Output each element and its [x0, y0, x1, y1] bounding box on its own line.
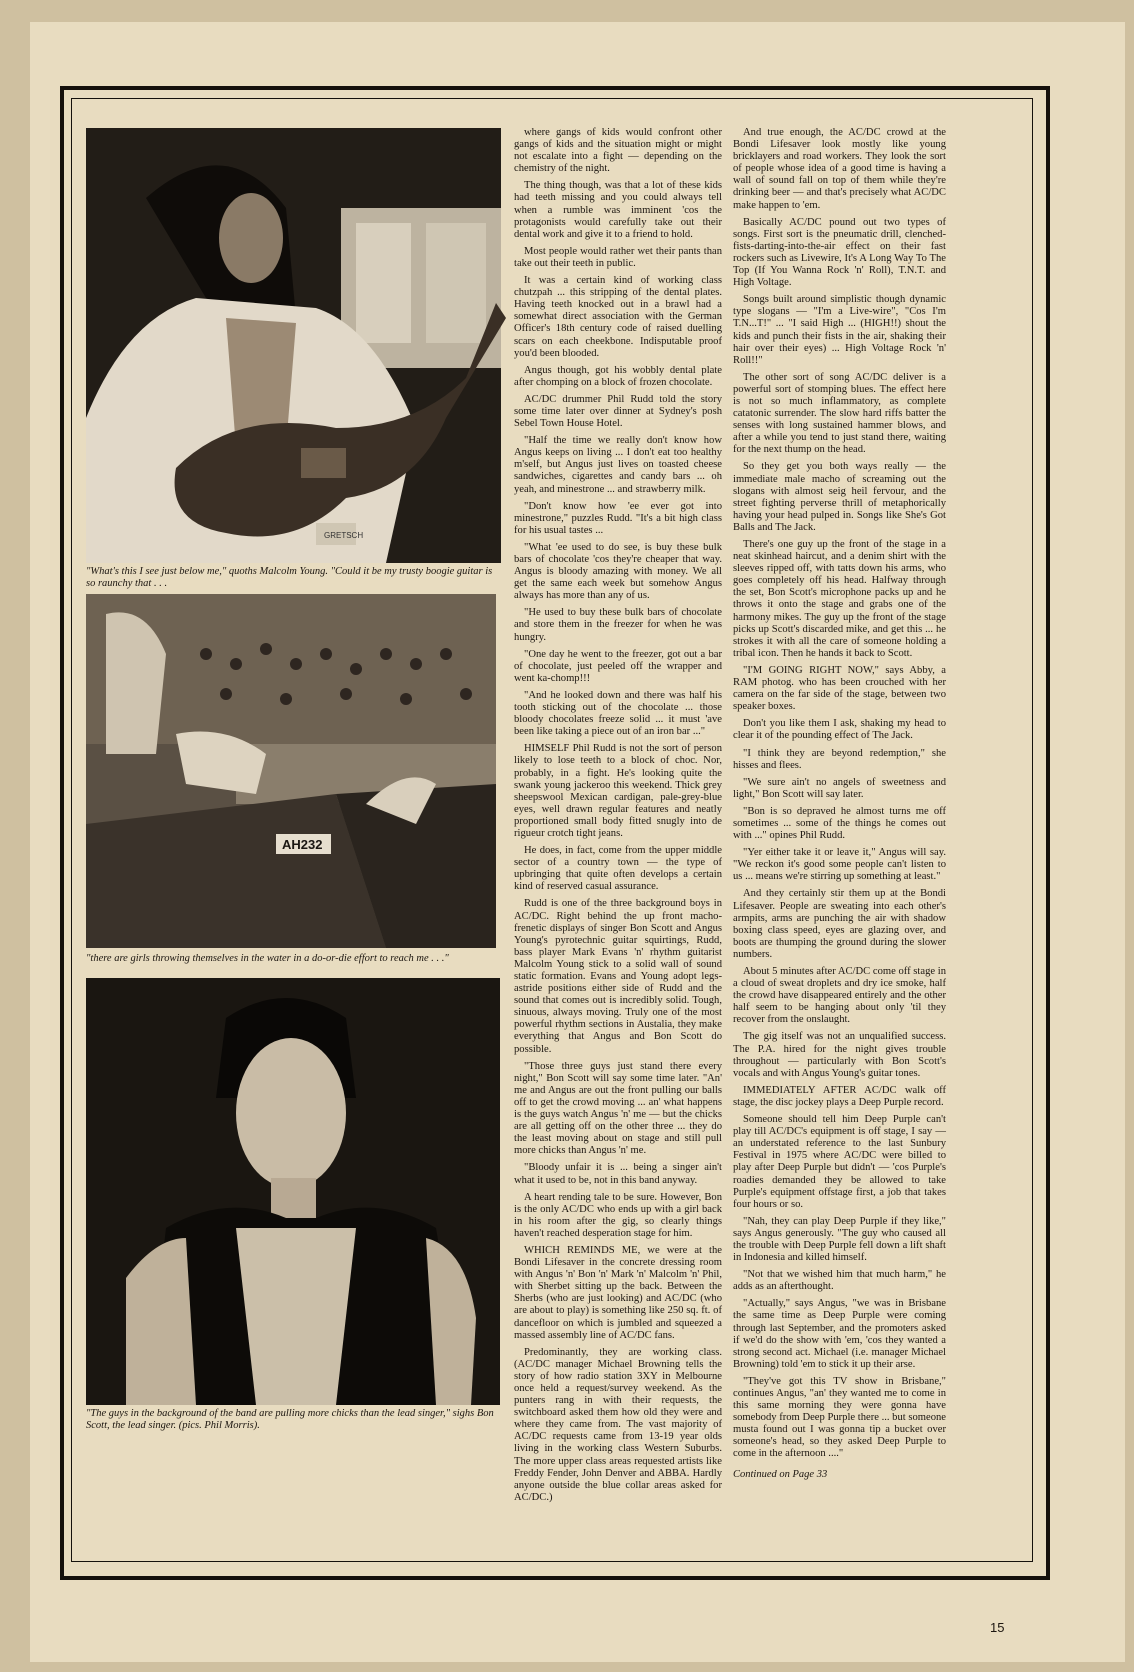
article-paragraph: "And he looked down and there was half his tooth sticking out of the chocolate ... those bloody chocolates freeze solid ... it must 'ave been like taking a piece out of an iron bar ..." — [514, 689, 722, 738]
article-paragraph: "I think they are beyond redemption," she hisses and flees. — [733, 747, 946, 771]
caption-photo-3: "The guys in the background of the band are pulling more chicks than the lead singer," sighs Bon Scott, the lead singer. (pics. Phil Morris). — [86, 1408, 494, 1431]
photo-crowd-water — [86, 594, 496, 948]
article-paragraph: "Half the time we really don't know how Angus keeps on living ... I don't eat too healthy m'self, but Angus just lives on toasted cheese sandwiches, cigarettes and candy bars ... oh yeah, and minestrone ... and strawberry milk. — [514, 435, 722, 495]
article-paragraph: "One day he went to the freezer, got out a bar of chocolate, just peeled off the wrapper and went ka-chomp!!! — [514, 648, 722, 684]
article-paragraph: Rudd is one of the three background boys in AC/DC. Right behind the up front macho-frenetic displays of singer Bon Scott and Angus Young's pyrotechnic guitar squirtings, Rudd, bass player Mark Evans 'n' rhythm guitarist Malcolm Young stick to a solid wall of sound static formation. Evans and Young adopt legs-astride positions either side of Rudd and the sound that comes out is incredibly solid. Tough, sinuous, always moving. Truly one of the most powerful rhythm sections in Austalia, they make everything that Angus and Bon Scott do possible. — [514, 898, 722, 1055]
guitar-brand-badge: GRETSCH — [324, 531, 364, 540]
article-column-1 — [514, 127, 722, 1503]
article-paragraph: There's one guy up the front of the stage in a neat skinhead haircut, and a denim shirt with the sleeves ripped off, with tatts down his arms, who goes completely off his head. Halfway through the set, Bon Scott's microphone packs up and he throws it onto the stage and grabs one of the harmony mikes. The guy up the front of the stage picks up Scott's discarded mike, and get this ... he strokes it with all the care of someone holding a tribal icon. Then he hands it back to Scott. — [733, 539, 946, 659]
boat-registration-sign: AH232 — [282, 837, 323, 852]
article-column-2 — [733, 127, 947, 1480]
article-paragraph: About 5 minutes after AC/DC come off stage in a cloud of sweat droplets and dry ice smoke, half the crowd have disappeared entirely and the other half seem to be hanging about only 'til they recover from the onslaught. — [733, 966, 946, 1026]
article-paragraph: "We sure ain't no angels of sweetness and light," Bon Scott will say later. — [733, 776, 946, 800]
article-paragraph: "I'M GOING RIGHT NOW," says Abby, a RAM photog. who has been crouched with her camera on the far side of the stage, between two speaker boxes. — [733, 664, 946, 713]
article-paragraph: And they certainly stir them up at the Bondi Lifesaver. People are sweating into each other's armpits, arms are punching the air with shadow boxing class speed, eyes are glazing over, and boots are thumping the ground during the slower numbers. — [733, 888, 946, 960]
article-paragraph: A heart rending tale to be sure. However, Bon is the only AC/DC who ends up with a girl back in his room after the gig, so clearly things haven't reached desperation stage for him. — [514, 1191, 722, 1239]
article-paragraph: "What 'ee used to do see, is buy these bulk bars of chocolate 'cos they're cheaper that way. Angus is bloody amazing with money. We all get the same each week but somehow Angus always has more than any of us. — [514, 541, 722, 602]
article-paragraph: The thing though, was that a lot of these kids had teeth missing and you could always tell when a rumble was imminent 'cos the protagonists would carefully take out their dental work and give it to a friend to hold. — [514, 180, 722, 240]
photo-malcolm-young — [86, 128, 501, 563]
article-paragraph: He does, in fact, come from the upper middle sector of a country town — the type of upbringing that quite often develops a certain kind of reserved casual assurance. — [514, 845, 722, 893]
article-paragraph: "Bloody unfair it is ... being a singer ain't what it used to be, not in this band anyway. — [514, 1162, 722, 1186]
article-paragraph: Songs built around simplistic though dynamic type slogans — "I'm a Live-wire", "Cos I'm T.N...T!" ... "I said High ... (HIGH!!) shout the kids and punch their fists in the air, shaking their hair over their eyes) ... High Voltage Rock 'n' Roll!!" — [733, 294, 946, 366]
article-paragraph: HIMSELF Phil Rudd is not the sort of person likely to lose teeth to a block of choc. Nor, probably, in a fight. He's looking quite the swank young jackeroo this weekend. Thick grey sheepswool Mexican cardigan, pale-grey-blue eyes, well drawn regular features and neatly proportioned small body fitted snugly into de rigueur crotch tight jeans. — [514, 743, 722, 839]
article-paragraph: "Bon is so depraved he almost turns me off sometimes ... some of the things he comes out with ..." opines Phil Rudd. — [733, 805, 946, 842]
article-paragraph: WHICH REMINDS ME, we were at the Bondi Lifesaver in the concrete dressing room with Angus 'n' Bon 'n' Mark 'n' Malcolm 'n' Phil, with Sherbet sitting up the back. Between the Sherbs (who are just looking) and AC/DC (who are about to play) is something like 250 sq. ft. of dancefloor on which is jumbled and squeezed a massed assembly line of AC/DC fans. — [514, 1244, 722, 1341]
article-paragraph: "Yer either take it or leave it," Angus will say. "We reckon it's good some people can't listen to us ... means we're stirring up something at least." — [733, 847, 946, 883]
article-paragraph: where gangs of kids would confront other gangs of kids and the situation might or might not escalate into a fight — depending on the chemistry of the night. — [514, 127, 722, 175]
article-paragraph: "They've got this TV show in Brisbane," continues Angus, "an' they wanted me to come in this same morning they were gonna have somebody from Deep Purple there ... but someone musta found out I was gonna tip a bucket over someone's head, so they asked Deep Purple to come in the afternoon ...." — [733, 1375, 947, 1460]
article-paragraph: It was a certain kind of working class chutzpah ... this stripping of the dental plates. Having teeth knocked out in a brawl had a somewhat direct association with the German Officer's 18th century code of raised duelling scars on each cheekbone. Indisputable proof you'd been blooded. — [514, 275, 722, 359]
article-paragraph: IMMEDIATELY AFTER AC/DC walk off stage, the disc jockey plays a Deep Purple record. — [733, 1084, 946, 1108]
article-paragraph: The gig itself was not an unqualified success. The P.A. hired for the night gives trouble throughout — particularly with Bon Scott's vocals and with Angus Young's guitar tones. — [733, 1031, 946, 1079]
photo-bon-scott — [86, 978, 500, 1405]
article-paragraph: "Nah, they can play Deep Purple if they like," says Angus generously. "The guy who caused all the trouble with Deep Purple fell down a lift shaft in Indonesia and killed himself. — [733, 1215, 946, 1264]
article-paragraph: And true enough, the AC/DC crowd at the Bondi Lifesaver look mostly like young bricklayers and road workers. They look the sort of people whose idea of a good time is having a wall of sound fall on top of them while they're drinking beer — and that's precisely what AC/DC make happen to 'em. — [733, 127, 946, 211]
article-paragraph: Most people would rather wet their pants than take out their teeth in public. — [514, 245, 722, 269]
article-paragraph: Basically AC/DC pound out two types of songs. First sort is the pneumatic drill, clenched-fists-darting-into-the-air effect on their fast rockers such as Livewire, It's A Long Way To The Top (If You Wanna Rock 'n' Roll), T.N.T. and High Voltage. — [733, 216, 946, 289]
article-paragraph: Angus though, got his wobbly dental plate after chomping on a block of frozen chocolate. — [514, 364, 722, 388]
article-paragraph: "Don't know how 'ee ever got into minestrone," puzzles Rudd. "It's a bit high class for his usual tastes ... — [514, 500, 722, 536]
article-paragraph: "Actually," says Angus, "we was in Brisbane the same time as Deep Purple were coming through last September, and the promoters asked if we'd do the show with 'em, 'cos they wanted a strong second act. Michael (i.e. manager Michael Browning) told 'em to stick it up their arse. — [733, 1298, 946, 1370]
page-number: 15 — [990, 1620, 1005, 1635]
article-paragraph: "He used to buy these bulk bars of chocolate and store them in the freezer for when he was hungry. — [514, 607, 722, 643]
article-paragraph: Don't you like them I ask, shaking my head to clear it of the pounding effect of The Jack. — [733, 718, 946, 742]
continued-notice: Continued on Page 33 — [733, 1468, 828, 1480]
article-paragraph: The other sort of song AC/DC deliver is a powerful sort of stomping blues. The effect here is not so much inflammatory, as complete catatonic surrender. The slow hard riffs batter the senses with long sustained hammer blows, and after a while you tend to just stand there, waiting for the next thump on the head. — [733, 371, 946, 456]
article-paragraph: Someone should tell him Deep Purple can't play till AC/DC's equipment is off stage, I say — an understated reference to the last Sunbury Festival in 1975 where AC/DC were billed to play after Deep Purple but didn't — 'cos Purple's roadies demanded they be allowed to take Purple's equipment offstage first, a job that takes four hours or so. — [733, 1114, 946, 1210]
article-paragraph: AC/DC drummer Phil Rudd told the story some time later over dinner at Sydney's posh Sebel Town House Hotel. — [514, 393, 722, 430]
caption-photo-2: "there are girls throwing themselves in the water in a do-or-die effort to reach me . . ." — [86, 953, 449, 964]
article-paragraph: "Those three guys just stand there every night," Bon Scott will say some time later. "An' me and Angus are out the front pulling our balls off to get the crowd moving ... an' what happens is the guys watch Angus 'n' me — but the chicks are all getting off on the other three ... they do the least moving about on stage and still pull more chicks than Angus 'n' me. — [514, 1060, 722, 1157]
article-paragraph: Predominantly, they are working class. (AC/DC manager Michael Browning tells the story of how radio station 3XY in Melbourne once held a request/survey weekend. As the punters rang in with their requests, the switchboard asked them how old they were and where they came from. The vast majority of AC/DC requests came from 13-19 year olds living in the working class Western Suburbs. The more upper class areas requested artists like Freddy Fender, John Denver and ABBA. Hardly anyone outside the blue collar areas asked for AC/DC.) — [514, 1346, 722, 1503]
article-paragraph: "Not that we wished him that much harm," he adds as an afterthought. — [733, 1269, 946, 1293]
caption-photo-1: "What's this I see just below me," quoths Malcolm Young. "Could it be my trusty boogie guitar is so raunchy that . . . — [86, 566, 493, 589]
article-paragraph: So they get you both ways really — the immediate male macho of screaming out the slogans with almost seig heil fervour, and the street fighting perverse thrill of metaphorically having your head pulped in. Songs like She's Got Balls and The Jack. — [733, 461, 946, 533]
